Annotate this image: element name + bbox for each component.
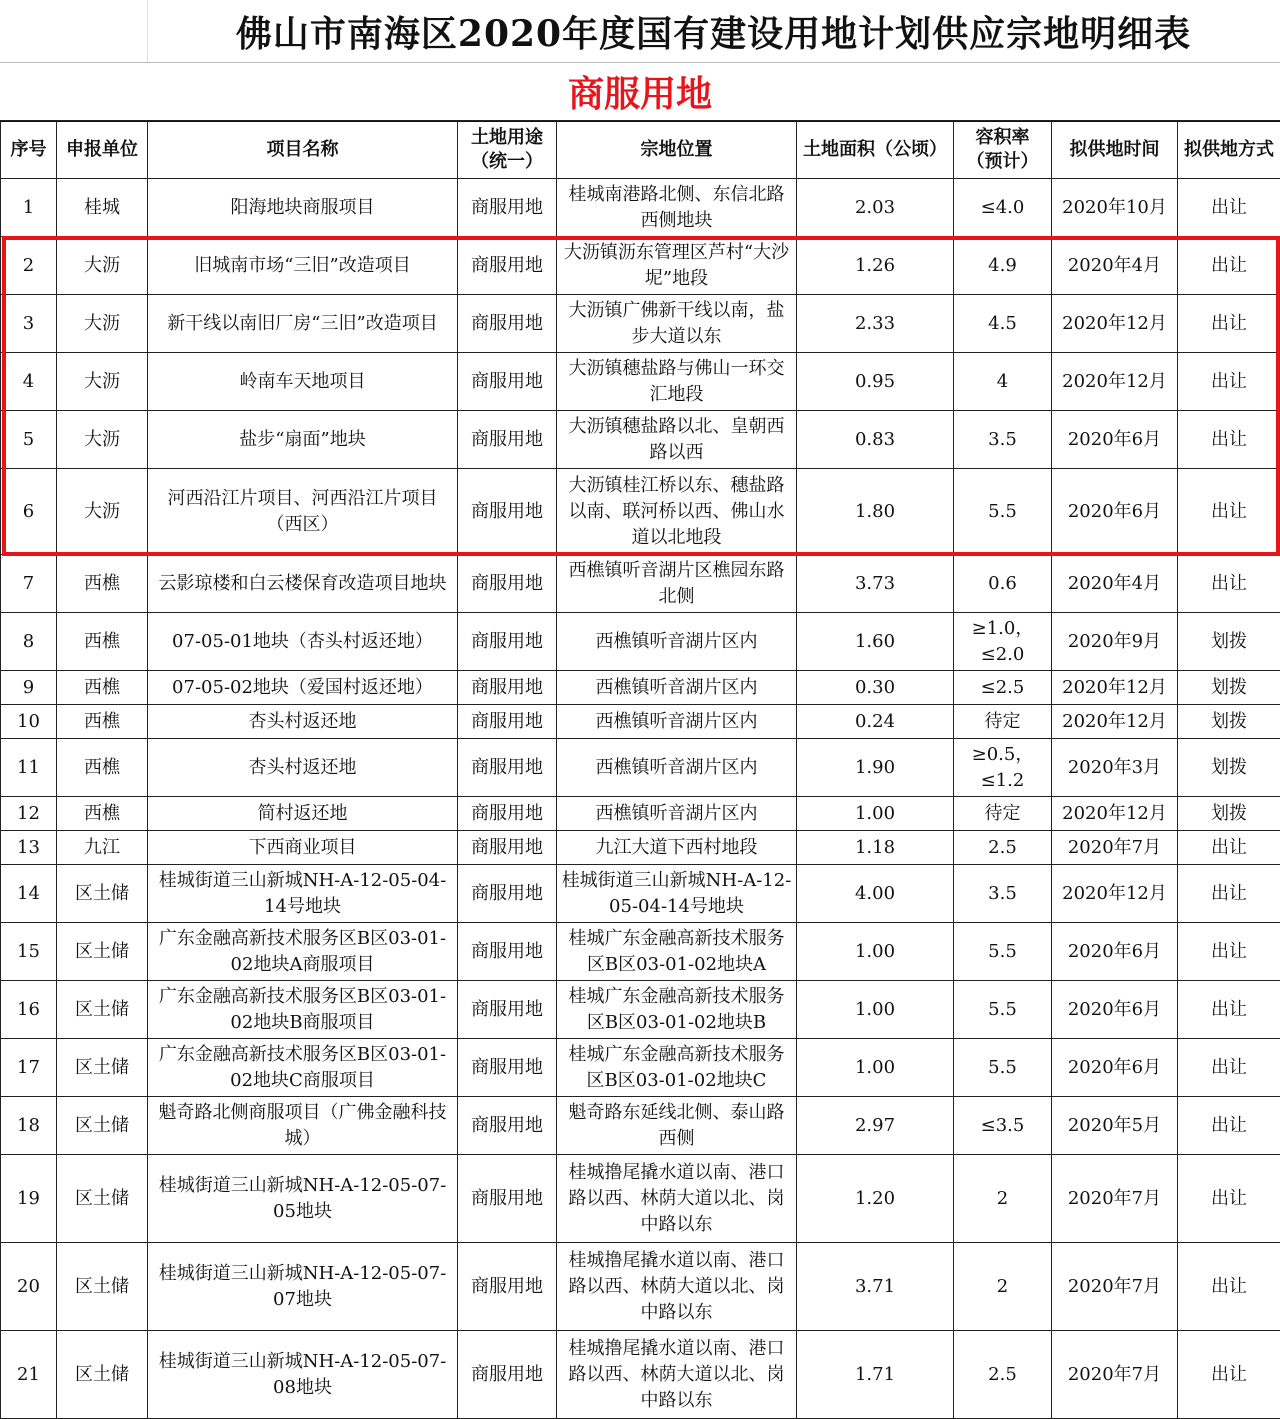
cell-time: 2020年12月 [1052, 671, 1178, 705]
cell-method: 出让 [1178, 411, 1280, 469]
table-row [1, 353, 1280, 411]
cell-project: 广东金融高新技术服务区B区03-01-02地块C商服项目 [148, 1039, 458, 1097]
table-row [1, 865, 1280, 923]
cell-time: 2020年6月 [1052, 923, 1178, 981]
table-body [1, 179, 1280, 1419]
table-row [1, 1155, 1280, 1243]
cell-project: 07-05-02地块（爱国村返还地） [148, 671, 458, 705]
cell-time: 2020年7月 [1052, 1331, 1178, 1419]
cell-location: 桂城撸尾撬水道以南、港口路以西、林荫大道以北、岗中路以东 [557, 1243, 797, 1331]
header-location: 宗地位置 [557, 121, 797, 179]
cell-no: 16 [1, 981, 57, 1039]
cell-no: 10 [1, 705, 57, 739]
cell-time: 2020年12月 [1052, 705, 1178, 739]
cell-method: 出让 [1178, 1243, 1280, 1331]
table-row [1, 555, 1280, 613]
cell-time: 2020年6月 [1052, 981, 1178, 1039]
cell-area: 2.03 [797, 179, 954, 237]
cell-unit: 大沥 [57, 237, 148, 295]
cell-time: 2020年9月 [1052, 613, 1178, 671]
cell-method: 出让 [1178, 1039, 1280, 1097]
table-row [1, 411, 1280, 469]
cell-area: 0.95 [797, 353, 954, 411]
cell-area: 3.73 [797, 555, 954, 613]
cell-far: 5.5 [954, 981, 1052, 1039]
cell-no: 18 [1, 1097, 57, 1155]
cell-use: 商服用地 [458, 923, 557, 981]
cell-time: 2020年3月 [1052, 739, 1178, 797]
cell-area: 1.90 [797, 739, 954, 797]
cell-use: 商服用地 [458, 1331, 557, 1419]
cell-no: 19 [1, 1155, 57, 1243]
cell-unit: 大沥 [57, 469, 148, 555]
cell-use: 商服用地 [458, 865, 557, 923]
cell-unit: 区土储 [57, 981, 148, 1039]
cell-unit: 区土储 [57, 1097, 148, 1155]
cell-far: 2 [954, 1155, 1052, 1243]
cell-area: 2.97 [797, 1097, 954, 1155]
cell-project: 岭南车天地项目 [148, 353, 458, 411]
table-row [1, 831, 1280, 865]
cell-project: 广东金融高新技术服务区B区03-01-02地块B商服项目 [148, 981, 458, 1039]
cell-use: 商服用地 [458, 411, 557, 469]
cell-use: 商服用地 [458, 831, 557, 865]
cell-method: 出让 [1178, 353, 1280, 411]
cell-far: 2.5 [954, 831, 1052, 865]
cell-location: 桂城南港路北侧、东信北路西侧地块 [557, 179, 797, 237]
cell-no: 17 [1, 1039, 57, 1097]
cell-no: 5 [1, 411, 57, 469]
cell-location: 西樵镇听音湖片区内 [557, 739, 797, 797]
cell-area: 1.26 [797, 237, 954, 295]
cell-far: ≤2.5 [954, 671, 1052, 705]
cell-location: 桂城广东金融高新技术服务区B区03-01-02地块C [557, 1039, 797, 1097]
cell-location: 九江大道下西村地段 [557, 831, 797, 865]
cell-area: 4.00 [797, 865, 954, 923]
cell-project: 广东金融高新技术服务区B区03-01-02地块A商服项目 [148, 923, 458, 981]
table-row [1, 671, 1280, 705]
cell-project: 桂城街道三山新城NH-A-12-05-07-07地块 [148, 1243, 458, 1331]
table-row [1, 739, 1280, 797]
table-row [1, 705, 1280, 739]
cell-project: 旧城南市场“三旧”改造项目 [148, 237, 458, 295]
cell-no: 8 [1, 613, 57, 671]
cell-project: 盐步“扇面”地块 [148, 411, 458, 469]
cell-area: 1.80 [797, 469, 954, 555]
cell-method: 出让 [1178, 981, 1280, 1039]
cell-use: 商服用地 [458, 295, 557, 353]
cell-project: 简村返还地 [148, 797, 458, 831]
cell-use: 商服用地 [458, 671, 557, 705]
cell-location: 大沥镇穗盐路以北、皇朝西路以西 [557, 411, 797, 469]
cell-time: 2020年12月 [1052, 353, 1178, 411]
cell-far: ≥1.0，≤2.0 [954, 613, 1052, 671]
cell-unit: 西樵 [57, 671, 148, 705]
cell-project: 桂城街道三山新城NH-A-12-05-04-14号地块 [148, 865, 458, 923]
cell-location: 西樵镇听音湖片区樵园东路北侧 [557, 555, 797, 613]
table-row [1, 237, 1280, 295]
header-method: 拟供地方式 [1178, 121, 1280, 179]
cell-far: 2 [954, 1243, 1052, 1331]
cell-unit: 西樵 [57, 797, 148, 831]
cell-no: 21 [1, 1331, 57, 1419]
cell-time: 2020年7月 [1052, 831, 1178, 865]
cell-location: 桂城街道三山新城NH-A-12-05-04-14号地块 [557, 865, 797, 923]
cell-method: 划拨 [1178, 613, 1280, 671]
table-row [1, 1039, 1280, 1097]
cell-location: 西樵镇听音湖片区内 [557, 705, 797, 739]
cell-far: 3.5 [954, 411, 1052, 469]
cell-area: 0.30 [797, 671, 954, 705]
cell-project: 桂城街道三山新城NH-A-12-05-07-08地块 [148, 1331, 458, 1419]
cell-far: 4 [954, 353, 1052, 411]
cell-time: 2020年7月 [1052, 1155, 1178, 1243]
cell-time: 2020年6月 [1052, 1039, 1178, 1097]
title-corner-cell [0, 0, 148, 62]
cell-unit: 西樵 [57, 739, 148, 797]
cell-area: 1.00 [797, 981, 954, 1039]
cell-far: 待定 [954, 797, 1052, 831]
cell-unit: 区土储 [57, 923, 148, 981]
header-row [1, 121, 1280, 179]
cell-method: 出让 [1178, 179, 1280, 237]
table-row [1, 923, 1280, 981]
cell-unit: 区土储 [57, 1155, 148, 1243]
cell-unit: 大沥 [57, 411, 148, 469]
table-row [1, 613, 1280, 671]
cell-far: 4.5 [954, 295, 1052, 353]
cell-unit: 区土储 [57, 1039, 148, 1097]
cell-use: 商服用地 [458, 797, 557, 831]
table-row [1, 981, 1280, 1039]
cell-unit: 区土储 [57, 865, 148, 923]
subtitle-row [0, 62, 1280, 122]
header-use: 土地用途（统一） [458, 121, 557, 179]
cell-project: 杏头村返还地 [148, 705, 458, 739]
cell-unit: 西樵 [57, 555, 148, 613]
cell-method: 出让 [1178, 1097, 1280, 1155]
cell-area: 3.71 [797, 1243, 954, 1331]
cell-location: 大沥镇桂江桥以东、穗盐路以南、联河桥以西、佛山水道以北地段 [557, 469, 797, 555]
header-unit: 申报单位 [57, 121, 148, 179]
cell-method: 出让 [1178, 1331, 1280, 1419]
cell-method: 出让 [1178, 1155, 1280, 1243]
cell-far: 5.5 [954, 923, 1052, 981]
cell-far: 5.5 [954, 469, 1052, 555]
cell-method: 划拨 [1178, 797, 1280, 831]
cell-method: 出让 [1178, 831, 1280, 865]
cell-no: 7 [1, 555, 57, 613]
cell-method: 划拨 [1178, 705, 1280, 739]
table-row [1, 179, 1280, 237]
cell-no: 20 [1, 1243, 57, 1331]
cell-use: 商服用地 [458, 1097, 557, 1155]
header-no: 序号 [1, 121, 57, 179]
cell-use: 商服用地 [458, 469, 557, 555]
cell-project: 桂城街道三山新城NH-A-12-05-07-05地块 [148, 1155, 458, 1243]
cell-method: 出让 [1178, 295, 1280, 353]
cell-area: 1.00 [797, 797, 954, 831]
cell-method: 划拨 [1178, 671, 1280, 705]
cell-project: 新干线以南旧厂房“三旧”改造项目 [148, 295, 458, 353]
cell-method: 出让 [1178, 469, 1280, 555]
cell-location: 桂城撸尾撬水道以南、港口路以西、林荫大道以北、岗中路以东 [557, 1331, 797, 1419]
table-row [1, 295, 1280, 353]
cell-time: 2020年12月 [1052, 797, 1178, 831]
title-row [0, 0, 1280, 63]
cell-far: 待定 [954, 705, 1052, 739]
cell-project: 阳海地块商服项目 [148, 179, 458, 237]
cell-location: 西樵镇听音湖片区内 [557, 671, 797, 705]
cell-use: 商服用地 [458, 555, 557, 613]
cell-no: 6 [1, 469, 57, 555]
cell-no: 1 [1, 179, 57, 237]
cell-location: 大沥镇广佛新干线以南，盐步大道以东 [557, 295, 797, 353]
cell-area: 2.33 [797, 295, 954, 353]
table-row [1, 1331, 1280, 1419]
cell-area: 0.24 [797, 705, 954, 739]
cell-no: 4 [1, 353, 57, 411]
cell-unit: 九江 [57, 831, 148, 865]
cell-use: 商服用地 [458, 353, 557, 411]
cell-method: 出让 [1178, 923, 1280, 981]
cell-no: 11 [1, 739, 57, 797]
cell-unit: 大沥 [57, 295, 148, 353]
cell-area: 1.18 [797, 831, 954, 865]
cell-method: 划拨 [1178, 739, 1280, 797]
cell-area: 1.00 [797, 1039, 954, 1097]
cell-time: 2020年12月 [1052, 295, 1178, 353]
cell-use: 商服用地 [458, 613, 557, 671]
cell-location: 西樵镇听音湖片区内 [557, 797, 797, 831]
cell-far: 2.5 [954, 1331, 1052, 1419]
cell-use: 商服用地 [458, 739, 557, 797]
cell-no: 3 [1, 295, 57, 353]
table-row [1, 469, 1280, 555]
cell-use: 商服用地 [458, 1039, 557, 1097]
cell-location: 大沥镇沥东管理区芦村“大沙坭”地段 [557, 237, 797, 295]
cell-location: 魁奇路东延线北侧、泰山路西侧 [557, 1097, 797, 1155]
cell-location: 西樵镇听音湖片区内 [557, 613, 797, 671]
cell-time: 2020年10月 [1052, 179, 1178, 237]
cell-far: ≥0.5，≤1.2 [954, 739, 1052, 797]
cell-far: ≤4.0 [954, 179, 1052, 237]
header-far: 容积率（预计） [954, 121, 1052, 179]
cell-project: 河西沿江片项目、河西沿江片项目（西区） [148, 469, 458, 555]
cell-unit: 大沥 [57, 353, 148, 411]
cell-time: 2020年12月 [1052, 865, 1178, 923]
cell-time: 2020年5月 [1052, 1097, 1178, 1155]
table-row [1, 797, 1280, 831]
cell-far: 5.5 [954, 1039, 1052, 1097]
cell-location: 大沥镇穗盐路与佛山一环交汇地段 [557, 353, 797, 411]
cell-unit: 区土储 [57, 1243, 148, 1331]
cell-location: 桂城广东金融高新技术服务区B区03-01-02地块B [557, 981, 797, 1039]
cell-project: 魁奇路北侧商服项目（广佛金融科技城） [148, 1097, 458, 1155]
cell-method: 出让 [1178, 237, 1280, 295]
cell-area: 1.71 [797, 1331, 954, 1419]
cell-far: 0.6 [954, 555, 1052, 613]
land-category-subtitle: 商服用地 [0, 62, 1280, 120]
header-area: 土地面积（公顷） [797, 121, 954, 179]
cell-method: 出让 [1178, 555, 1280, 613]
header-time: 拟供地时间 [1052, 121, 1178, 179]
cell-far: ≤3.5 [954, 1097, 1052, 1155]
cell-project: 云影琼楼和白云楼保育改造项目地块 [148, 555, 458, 613]
cell-use: 商服用地 [458, 981, 557, 1039]
cell-no: 9 [1, 671, 57, 705]
cell-project: 07-05-01地块（杏头村返还地） [148, 613, 458, 671]
cell-no: 14 [1, 865, 57, 923]
cell-area: 1.60 [797, 613, 954, 671]
cell-project: 杏头村返还地 [148, 739, 458, 797]
cell-area: 1.20 [797, 1155, 954, 1243]
cell-project: 下西商业项目 [148, 831, 458, 865]
cell-no: 15 [1, 923, 57, 981]
cell-no: 2 [1, 237, 57, 295]
cell-time: 2020年4月 [1052, 237, 1178, 295]
cell-far: 4.9 [954, 237, 1052, 295]
cell-unit: 西樵 [57, 613, 148, 671]
cell-no: 12 [1, 797, 57, 831]
cell-time: 2020年7月 [1052, 1243, 1178, 1331]
cell-unit: 西樵 [57, 705, 148, 739]
cell-use: 商服用地 [458, 237, 557, 295]
cell-unit: 区土储 [57, 1331, 148, 1419]
cell-far: 3.5 [954, 865, 1052, 923]
cell-use: 商服用地 [458, 179, 557, 237]
cell-use: 商服用地 [458, 1155, 557, 1243]
cell-use: 商服用地 [458, 1243, 557, 1331]
table-row [1, 1097, 1280, 1155]
page-title: 佛山市南海区2020年度国有建设用地计划供应宗地明细表 [147, 0, 1280, 62]
cell-location: 桂城撸尾撬水道以南、港口路以西、林荫大道以北、岗中路以东 [557, 1155, 797, 1243]
table-row [1, 1243, 1280, 1331]
cell-time: 2020年6月 [1052, 411, 1178, 469]
land-table [0, 120, 1280, 1419]
cell-no: 13 [1, 831, 57, 865]
cell-location: 桂城广东金融高新技术服务区B区03-01-02地块A [557, 923, 797, 981]
cell-area: 1.00 [797, 923, 954, 981]
cell-method: 出让 [1178, 865, 1280, 923]
cell-area: 0.83 [797, 411, 954, 469]
header-project: 项目名称 [148, 121, 458, 179]
cell-time: 2020年4月 [1052, 555, 1178, 613]
cell-use: 商服用地 [458, 705, 557, 739]
cell-unit: 桂城 [57, 179, 148, 237]
cell-time: 2020年6月 [1052, 469, 1178, 555]
